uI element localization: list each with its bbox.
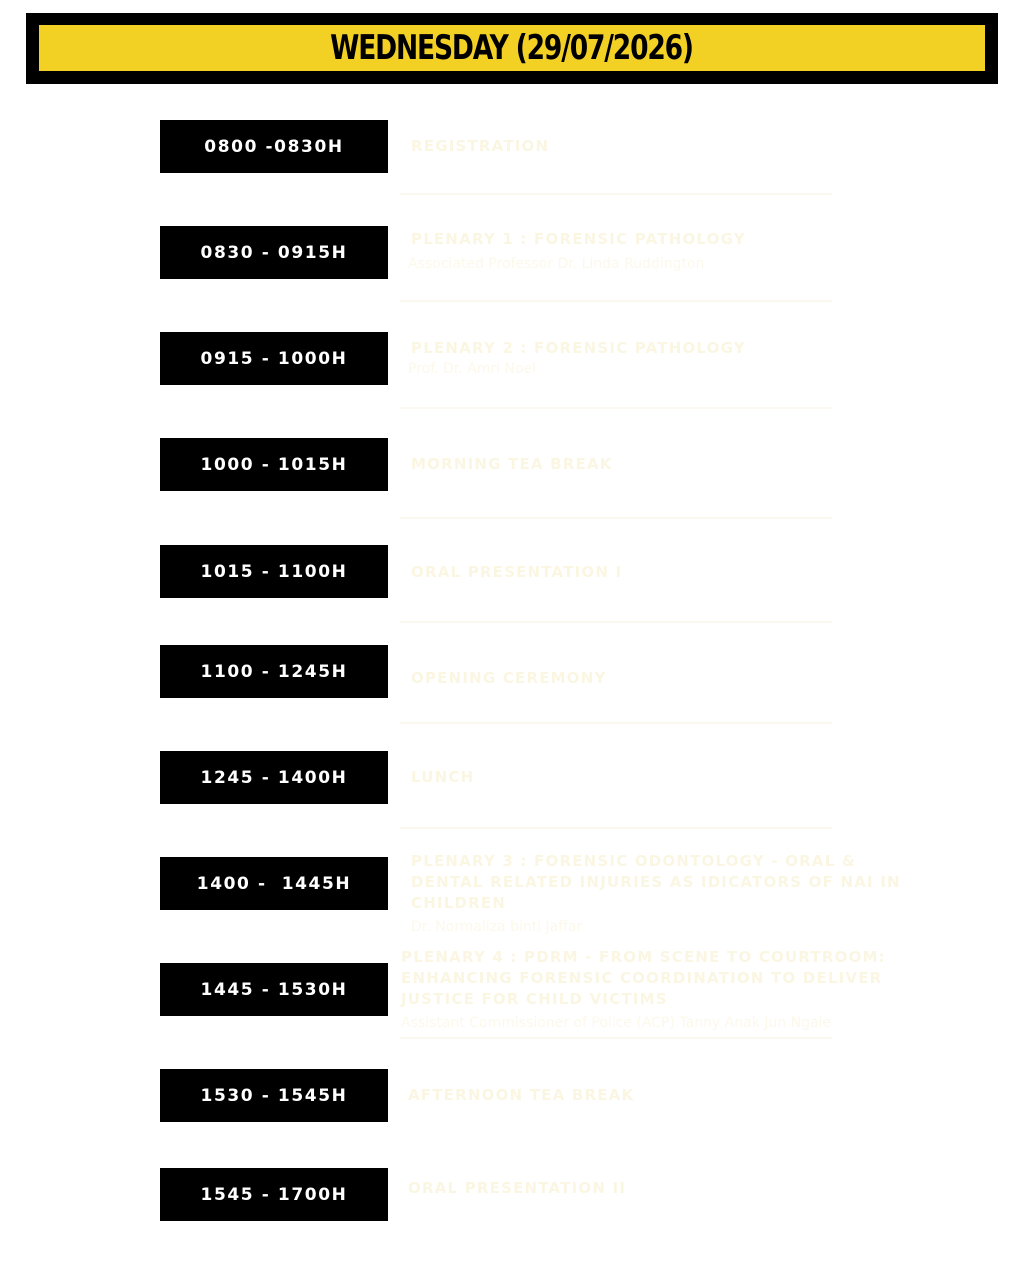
session-title: PLENARY 1 : FORENSIC PATHOLOGY: [411, 230, 746, 248]
time-slot: 1530 - 1545H: [160, 1069, 388, 1122]
divider: [400, 722, 832, 724]
divider: [400, 300, 832, 302]
session-item: [411, 851, 921, 937]
session-title: LUNCH: [411, 768, 475, 786]
session-title: MORNING TEA BREAK: [411, 455, 613, 473]
page-title: WEDNESDAY (29/07/2026): [330, 28, 694, 68]
session-item: [401, 947, 961, 1033]
time-slot: 0830 - 0915H: [160, 226, 388, 279]
session-title: PLENARY 3 : FORENSIC ODONTOLOGY - ORAL & DENTAL RELATED INJURIES AS IDICATORS OF NAI IN CHILDREN: [411, 852, 901, 912]
time-slot: 1400 - 1445H: [160, 857, 388, 910]
session-speaker: Prof. Dr. Amri Noel: [408, 361, 537, 377]
time-slot: 1100 - 1245H: [160, 645, 388, 698]
session-item: [411, 136, 831, 157]
session-title: REGISTRATION: [411, 137, 550, 155]
header-frame: [26, 13, 998, 84]
divider: [400, 827, 832, 829]
time-slot: 0800 -0830H: [160, 120, 388, 173]
session-title: ORAL PRESENTATION I: [411, 563, 623, 581]
session-title: PLENARY 2 : FORENSIC PATHOLOGY: [411, 339, 746, 357]
session-item: [408, 1085, 828, 1106]
time-slot: 1000 - 1015H: [160, 438, 388, 491]
session-item: [411, 668, 831, 689]
divider: [400, 621, 832, 623]
divider: [400, 407, 832, 409]
session-item: [411, 562, 831, 583]
time-slot: 0915 - 1000H: [160, 332, 388, 385]
time-slot: 1245 - 1400H: [160, 751, 388, 804]
time-slot: 1445 - 1530H: [160, 963, 388, 1016]
session-title: OPENING CEREMONY: [411, 669, 607, 687]
session-item: [408, 1178, 828, 1199]
session-speaker: Associated Professor Dr. Linda Ruddington: [408, 256, 705, 272]
session-speaker: Dr. Normaliza binti Jaffar: [411, 919, 583, 935]
session-item: [411, 767, 831, 788]
divider: [400, 193, 832, 195]
session-title: AFTERNOON TEA BREAK: [408, 1086, 635, 1104]
divider: [400, 517, 832, 519]
session-item: [408, 229, 831, 274]
header-bar: [39, 25, 985, 71]
session-item: [408, 338, 831, 379]
time-slot: 1545 - 1700H: [160, 1168, 388, 1221]
time-slot: 1015 - 1100H: [160, 545, 388, 598]
session-title: PLENARY 4 : PDRM - FROM SCENE TO COURTROOM: ENHANCING FORENSIC COORDINATION TO DELIVER JUSTICE FOR CHILD VICTIMS: [401, 948, 886, 1008]
session-speaker: Assistant Commissioner of Police (ACP) Tanny Anak Jun Ngaie: [401, 1015, 832, 1031]
session-title: ORAL PRESENTATION II: [408, 1179, 627, 1197]
divider: [400, 1037, 832, 1039]
session-item: [411, 454, 831, 475]
